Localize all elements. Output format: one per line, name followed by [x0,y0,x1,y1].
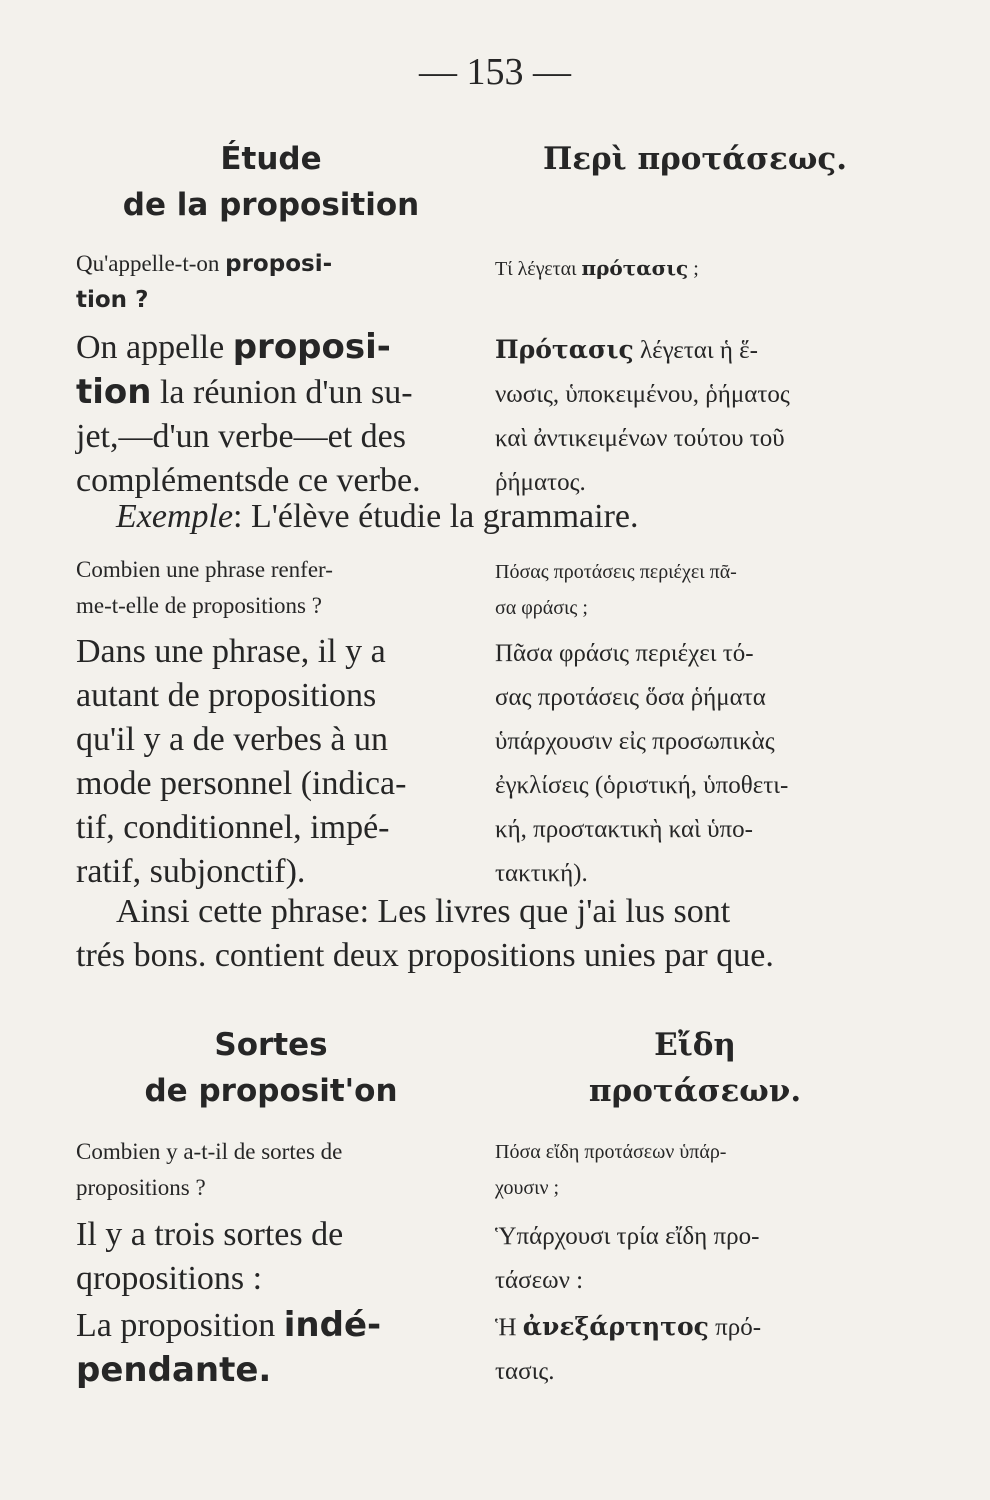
answer-fr: La proposition indé- pendante. [76,1305,382,1390]
answer-gr: Πᾶσα φράσις περιέχει τό- σας προτάσεις ὅσα ῥήματα ὑπάρχουσιν εἰς προσωπικὰς ἐγκλίσεις (ὁριστική, ὑποθετι- κή, προστακτικὴ καὶ ὑπο- τακτική). [495,640,789,887]
answer-fr: Dans une phrase, il y a autant de propositions qu'il y a de verbes à un mode personnel (indica- tif, conditionnel, impé- ratif, subjonctif). [76,633,407,890]
question-fr: Combien une phrase renfer- me-t-elle de propositions ? [76,557,333,618]
question-fr: Combien y a-t-il de sortes de propositions ? [76,1139,343,1200]
note-paragraph: Ainsi cette phrase: Les livres que j'ai lus sont trés bons. contient deux propositions unies par que. [76,893,774,974]
answer-fr: Il y a trois sortes de qropositions : [76,1216,344,1297]
example-sentence: Exemple: L'élève étudie la grammaire. [116,498,639,535]
question-gr: Πόσα εἴδη προτάσεων ὑπάρ- χουσιν ; [495,1141,727,1199]
answer-gr: Ἡ ἀνεξάρτητος πρό- τασις. [495,1312,762,1385]
answer-gr: Πρότασις λέγεται ἡ ἕ- νωσις, ὑποκειμένου, ῥήματος καὶ ἀντικειμένων τούτου τοῦ ῥήματος. [495,335,790,496]
section-title-gr: Περὶ προτάσεως. [542,141,848,177]
page-number: — 153 — [419,51,571,93]
question-gr: Πόσας προτάσεις περιέχει πᾶ- σα φράσις ; [495,561,737,619]
section-title-fr: Étude de la proposition [122,141,420,223]
question-fr: Qu'appelle-t-on proposi- tion ? [76,251,333,313]
question-gr: Τί λέγεται πρότασις ; [495,256,699,280]
answer-fr: On appelle proposi- tion la réunion d'un su- jet,—d'un verbe—et des complémentsde ce verbe. [76,327,421,499]
answer-gr: Ὑπάρχουσι τρία εἴδη προ- τάσεων : [495,1223,760,1294]
section-title-gr: Εἴδη προτάσεων. [588,1027,802,1109]
section-title-fr: Sortes de proposit'on [144,1027,398,1109]
